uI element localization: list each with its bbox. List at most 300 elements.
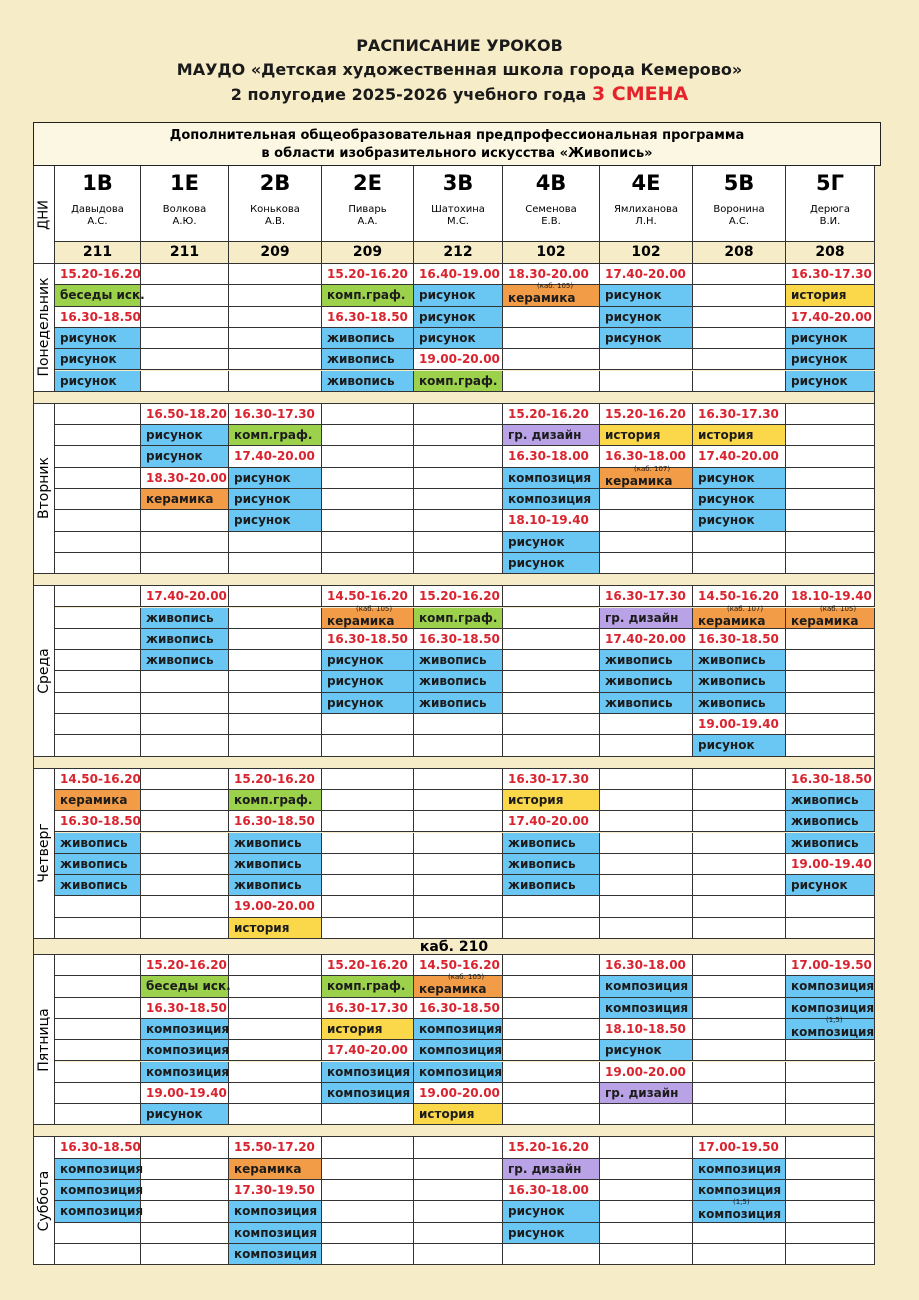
entry-text: рисунок (508, 1225, 565, 1240)
entry-text: 17.00-19.50 (698, 1140, 779, 1155)
lesson-subject (600, 608, 692, 628)
entry-text: 17.40-20.00 (605, 631, 686, 646)
room-note: (каб. 107) (634, 464, 671, 473)
lesson-subject (141, 650, 228, 670)
teacher-surname: Ямлиханова (613, 204, 679, 215)
schedule-cell (786, 671, 875, 692)
class-header (414, 166, 503, 242)
entry-text: композиция (60, 1183, 144, 1197)
class-code: 3В (442, 171, 474, 195)
lesson-subject (141, 976, 231, 996)
entry-text: рисунок (508, 1204, 565, 1219)
entry-text: 15.20-16.20 (327, 267, 408, 281)
schedule-cell (786, 735, 875, 756)
schedule-cell (503, 693, 600, 714)
room-number: 208 (693, 242, 786, 264)
teacher-surname: Шатохина (431, 204, 485, 215)
schedule-cell (693, 1019, 786, 1040)
schedule-cell (229, 998, 322, 1019)
entry-text: 16.30-17.30 (698, 406, 779, 421)
entry-text: история (605, 428, 661, 443)
schedule-cell (229, 608, 322, 629)
entry-text: рисунок (234, 513, 291, 528)
schedule-cell (229, 1019, 322, 1040)
schedule-cell (141, 371, 229, 392)
schedule-cell (141, 285, 229, 306)
lesson-subject (55, 1201, 144, 1221)
lesson-subject (229, 875, 321, 895)
lesson-subject (229, 510, 321, 530)
lesson-time (693, 629, 785, 649)
entry-text: композиция (791, 979, 875, 994)
schedule-cell (229, 328, 322, 349)
lesson-subject (55, 1180, 144, 1200)
schedule-cell (229, 532, 322, 553)
day-label-cell (33, 955, 55, 1125)
schedule-cell (55, 976, 141, 997)
lesson-subject (229, 489, 321, 509)
lesson-subject (786, 875, 874, 895)
lesson-time (141, 468, 228, 488)
lesson-subject (693, 468, 785, 488)
schedule-cell (55, 1040, 141, 1061)
entry-text: 16.30-17.30 (508, 771, 589, 786)
entry-text: 16.30-18.50 (419, 631, 500, 646)
entry-text: 17.40-20.00 (234, 449, 315, 464)
entry-text: композиция (508, 492, 592, 506)
schedule-cell (786, 650, 875, 671)
schedule-cell (600, 833, 693, 854)
entry-text: 15.20-16.20 (508, 406, 589, 421)
lesson-subject (693, 650, 785, 670)
schedule-cell (503, 307, 600, 328)
lesson-subject (229, 1223, 321, 1243)
schedule-cell (786, 425, 875, 446)
schedule-cell (414, 790, 503, 811)
entry-text: живопись (327, 373, 395, 388)
lesson-time (503, 264, 599, 284)
schedule-cell (55, 735, 141, 756)
entry-text: живопись (327, 330, 395, 345)
entry-text: история (234, 920, 290, 935)
entry-text: живопись (419, 674, 487, 689)
lesson-subject (600, 671, 692, 691)
schedule-cell (600, 1137, 693, 1158)
program-line-2: в области изобразительного искусства «Живопись» (261, 146, 653, 161)
lesson-time (503, 404, 599, 424)
schedule-cell (55, 468, 141, 489)
schedule-cell (693, 955, 786, 976)
entry-text: 17.30-19.50 (234, 1183, 315, 1197)
entry-text: 16.30-18.50 (327, 309, 408, 324)
class-header (141, 166, 229, 242)
entry-text: рисунок (327, 695, 384, 710)
entry-text: композиция (698, 1207, 782, 1222)
schedule-cell (414, 769, 503, 790)
lesson-subject (414, 1040, 502, 1060)
schedule-cell (693, 328, 786, 349)
entry-text: 16.30-18.00 (508, 449, 589, 464)
lesson-subject (503, 1201, 599, 1221)
entry-text: рисунок (146, 449, 203, 464)
schedule-cell (786, 1040, 875, 1061)
schedule-cell (55, 404, 141, 425)
program-title (33, 122, 881, 166)
entry-text: 19.00-19.40 (698, 717, 779, 731)
room-number: 211 (141, 242, 229, 264)
schedule-cell (141, 896, 229, 917)
lesson-time (55, 811, 140, 831)
entry-text: керамика (791, 613, 859, 628)
entry-text: композиция (419, 1043, 503, 1058)
lesson-time (322, 629, 413, 649)
entry-text: живопись (791, 814, 859, 829)
entry-text: живопись (508, 878, 576, 893)
schedule-cell (322, 532, 414, 553)
entry-text: композиция (60, 1161, 144, 1176)
entry-text: 16.30-18.50 (146, 1000, 227, 1015)
entry-text: комп.граф. (327, 288, 406, 303)
lesson-subject (786, 1015, 875, 1039)
schedule-cell (693, 532, 786, 553)
entry-text: 18.10-18.50 (605, 1021, 686, 1036)
schedule-cell (141, 1159, 229, 1180)
schedule-cell (322, 875, 414, 896)
schedule-cell (414, 896, 503, 917)
schedule-cell (322, 468, 414, 489)
lesson-time (414, 264, 502, 284)
entry-text: живопись (791, 792, 859, 807)
entry-text: гр. дизайн (605, 1085, 679, 1100)
lesson-subject (503, 425, 599, 445)
period-line (0, 82, 919, 107)
entry-text: керамика (419, 982, 487, 997)
lesson-subject (414, 671, 502, 691)
schedule-cell (786, 1137, 875, 1158)
lesson-time (786, 307, 874, 327)
lesson-time (322, 955, 413, 975)
schedule-cell (786, 553, 875, 574)
teacher-name (693, 204, 785, 228)
entry-text: 18.10-19.40 (791, 589, 872, 604)
lesson-subject (503, 854, 599, 874)
schedule-cell (55, 1104, 141, 1125)
entry-text: живопись (146, 653, 214, 668)
room-number: 208 (786, 242, 875, 264)
schedule-cell (322, 510, 414, 531)
schedule-cell (141, 790, 229, 811)
lesson-time (322, 998, 413, 1018)
schedule-cell (503, 1019, 600, 1040)
entry-text: 19.00-20.00 (419, 352, 500, 367)
schedule-cell (141, 1201, 229, 1222)
entry-text: живопись (60, 835, 128, 850)
entry-text: 15.20-16.20 (605, 406, 686, 421)
lesson-time (141, 998, 228, 1018)
schedule-cell (786, 1244, 875, 1265)
teacher-initials: А.А. (357, 216, 378, 227)
lesson-time (786, 854, 874, 874)
teacher-initials: В.И. (819, 216, 841, 227)
schedule-cell (229, 1040, 322, 1061)
entry-text: керамика (605, 473, 673, 488)
schedule-cell (600, 918, 693, 939)
schedule-cell (55, 425, 141, 446)
lesson-time (414, 629, 502, 649)
page-header (0, 34, 919, 107)
schedule-cell (693, 1244, 786, 1265)
schedule-cell (786, 1062, 875, 1083)
teacher-name (141, 204, 228, 228)
lesson-time (141, 955, 228, 975)
lesson-subject (503, 532, 599, 552)
teacher-surname: Семенова (525, 204, 577, 215)
day-separator (33, 757, 875, 769)
entry-text: композиция (327, 1085, 411, 1100)
schedule-table (33, 122, 883, 1272)
schedule-cell (229, 264, 322, 285)
schedule-cell (600, 875, 693, 896)
lesson-subject (229, 918, 321, 938)
lesson-subject (55, 875, 140, 895)
schedule-cell (503, 1083, 600, 1104)
entry-text: композиция (508, 470, 592, 485)
lesson-subject (229, 1201, 321, 1221)
schedule-cell (786, 918, 875, 939)
entry-text: живопись (327, 352, 395, 367)
schedule-cell (786, 629, 875, 650)
schedule-cell (503, 918, 600, 939)
schedule-cell (55, 532, 141, 553)
entry-text: композиция (791, 1000, 875, 1015)
lesson-subject (55, 371, 140, 391)
schedule-cell (322, 446, 414, 467)
lesson-subject (693, 489, 785, 509)
lesson-subject (322, 371, 413, 391)
lesson-time (693, 586, 785, 606)
entry-text: 16.30-17.30 (605, 589, 686, 604)
lesson-subject (503, 489, 599, 509)
entry-text: рисунок (327, 674, 384, 689)
schedule-cell (229, 955, 322, 976)
schedule-cell (693, 976, 786, 997)
schedule-cell (693, 1104, 786, 1125)
entry-text: 19.00-19.40 (791, 856, 872, 871)
entry-text: живопись (605, 653, 673, 668)
class-header (693, 166, 786, 242)
entry-text: рисунок (605, 330, 662, 345)
class-header (786, 166, 875, 242)
lesson-subject (503, 468, 599, 488)
schedule-cell (414, 1223, 503, 1244)
day-label-cell (33, 769, 55, 939)
schedule-cell (414, 811, 503, 832)
teacher-initials: А.С. (87, 216, 108, 227)
lesson-time (503, 510, 599, 530)
lesson-subject (693, 735, 785, 755)
entry-text: 17.40-20.00 (508, 814, 589, 829)
schedule-cell (229, 586, 322, 607)
lesson-time (141, 404, 228, 424)
lesson-subject (55, 349, 140, 369)
lesson-subject (600, 976, 692, 996)
class-code: 4В (535, 171, 567, 195)
schedule-cell (786, 714, 875, 735)
days-column-header (33, 166, 55, 264)
class-header (55, 166, 141, 242)
entry-text: комп.граф. (234, 428, 313, 443)
schedule-cell (322, 1244, 414, 1265)
lesson-time (55, 264, 140, 284)
lesson-subject (414, 1062, 502, 1082)
schedule-cell (229, 371, 322, 392)
entry-text: 14.50-16.20 (698, 589, 779, 604)
lesson-subject (322, 671, 413, 691)
entry-text: живопись (508, 835, 576, 850)
teacher-surname: Пиварь (348, 204, 387, 215)
schedule-cell (229, 629, 322, 650)
entry-text: рисунок (698, 470, 755, 485)
entry-text: рисунок (419, 309, 476, 324)
lesson-time (786, 586, 874, 606)
schedule-cell (600, 1223, 693, 1244)
day-name: Среда (36, 648, 52, 694)
entry-text: 15.50-17.20 (234, 1140, 315, 1155)
entry-text: 16.30-18.50 (791, 771, 872, 786)
entry-text: композиция (146, 1064, 230, 1079)
schedule-cell (55, 510, 141, 531)
schedule-cell (693, 896, 786, 917)
lesson-subject (229, 1244, 321, 1264)
lesson-subject (693, 604, 785, 628)
schedule-cell (229, 553, 322, 574)
schedule-cell (503, 608, 600, 629)
entry-text: 16.30-17.30 (791, 267, 872, 281)
schedule-cell (693, 553, 786, 574)
entry-text: живопись (605, 674, 673, 689)
schedule-cell (141, 693, 229, 714)
lesson-subject (55, 285, 145, 305)
schedule-cell (503, 955, 600, 976)
schedule-cell (414, 425, 503, 446)
entry-text: живопись (146, 610, 214, 625)
day-separator (33, 1125, 875, 1137)
schedule-cell (786, 1201, 875, 1222)
schedule-cell (786, 1083, 875, 1104)
entry-text: 16.30-18.50 (234, 814, 315, 829)
schedule-cell (141, 854, 229, 875)
lesson-time (600, 586, 692, 606)
lesson-time (600, 955, 692, 975)
lesson-subject (786, 371, 874, 391)
day-label-cell (33, 586, 55, 756)
schedule-cell (600, 1201, 693, 1222)
schedule-cell (55, 489, 141, 510)
lesson-subject (503, 790, 599, 810)
teacher-surname: Конькова (250, 204, 300, 215)
friday-room-note: каб. 210 (33, 939, 875, 955)
schedule-cell (55, 693, 141, 714)
entry-text: рисунок (419, 330, 476, 345)
schedule-cell (141, 811, 229, 832)
schedule-cell (229, 735, 322, 756)
schedule-title: РАСПИСАНИЕ УРОКОВ (356, 36, 563, 55)
class-header (322, 166, 414, 242)
lesson-time (55, 307, 140, 327)
lesson-time (229, 1180, 321, 1200)
schedule-cell (693, 1223, 786, 1244)
class-code: 1Е (170, 171, 199, 195)
lesson-time (414, 1083, 502, 1103)
lesson-subject (141, 1062, 228, 1082)
schedule-cell (600, 714, 693, 735)
entry-text: 18.30-20.00 (146, 470, 227, 485)
entry-text: композиция (234, 1246, 318, 1261)
schedule-cell (414, 918, 503, 939)
lesson-subject (786, 328, 874, 348)
schedule-cell (503, 1062, 600, 1083)
lesson-time (693, 404, 785, 424)
lesson-time (55, 1137, 140, 1157)
entry-text: 17.00-19.50 (791, 958, 872, 972)
lesson-subject (229, 468, 321, 488)
schedule-cell (141, 349, 229, 370)
lesson-subject (600, 650, 692, 670)
entry-text: рисунок (508, 555, 565, 570)
schedule-cell (55, 1083, 141, 1104)
schedule-cell (503, 586, 600, 607)
entry-text: 16.30-18.00 (508, 1183, 589, 1197)
schedule-cell (693, 998, 786, 1019)
lesson-subject (322, 693, 413, 713)
entry-text: живопись (698, 695, 766, 710)
schedule-cell (414, 1201, 503, 1222)
schedule-cell (55, 955, 141, 976)
teacher-initials: М.С. (447, 216, 469, 227)
schedule-cell (414, 1159, 503, 1180)
schedule-cell (600, 1159, 693, 1180)
entry-text: живопись (791, 835, 859, 850)
schedule-cell (322, 735, 414, 756)
entry-text: история (508, 792, 564, 807)
lesson-subject (600, 998, 692, 1018)
lesson-subject (322, 285, 413, 305)
schedule-cell (414, 735, 503, 756)
entry-text: 16.40-19.00 (419, 267, 500, 281)
entry-text: 15.20-16.20 (419, 589, 500, 604)
lesson-subject (503, 875, 599, 895)
schedule-cell (600, 371, 693, 392)
schedule-cell (229, 349, 322, 370)
entry-text: 16.50-18.20 (146, 406, 227, 421)
entry-text: 16.30-18.50 (60, 814, 141, 829)
lesson-time (503, 446, 599, 466)
schedule-cell (141, 1180, 229, 1201)
schedule-cell (503, 328, 600, 349)
schedule-cell (55, 671, 141, 692)
entry-text: 14.50-16.20 (60, 771, 141, 786)
schedule-cell (55, 650, 141, 671)
entry-text: композиция (419, 1064, 503, 1079)
class-code: 2Е (353, 171, 382, 195)
lesson-subject (786, 604, 874, 628)
entry-text: композиция (698, 1183, 782, 1197)
lesson-time (693, 446, 785, 466)
lesson-time (229, 811, 321, 831)
schedule-cell (141, 510, 229, 531)
class-header (600, 166, 693, 242)
schedule-cell (503, 1040, 600, 1061)
